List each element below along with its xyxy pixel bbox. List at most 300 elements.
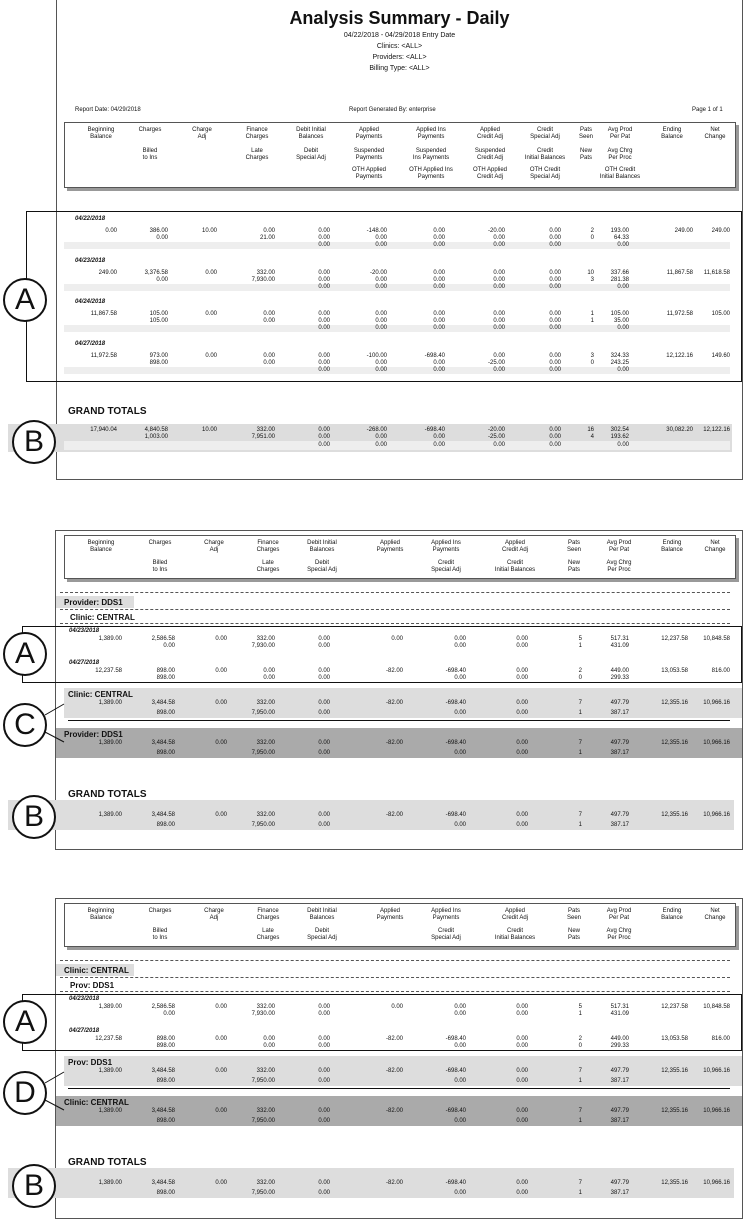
column-header-label: Applied Ins: [416, 127, 446, 133]
cell-value: 0.00: [318, 318, 330, 324]
cell-value: 35.00: [613, 318, 629, 324]
column-header-label: Charge: [204, 908, 224, 914]
cell-value: 898.00: [149, 360, 168, 366]
column-header-label: Debit Initial: [307, 908, 337, 914]
cell-value: 2: [590, 228, 594, 234]
column-header-label: Special Adj: [431, 567, 461, 573]
cell-value: 332.00: [256, 1108, 275, 1114]
cell-value: 7,950.00: [251, 750, 275, 756]
cell-value: 0.00: [318, 822, 330, 828]
cell-value: -268.00: [366, 427, 387, 433]
cell-value: 1,389.00: [98, 1108, 122, 1114]
report-providers: Providers: <ALL>: [372, 54, 427, 61]
cell-value: 12,355.16: [661, 812, 688, 818]
column-header-label: Per Proc: [608, 155, 632, 161]
cell-value: 0.00: [493, 353, 505, 359]
column-header-label: Per Pat: [608, 915, 629, 921]
cell-value: 3: [590, 353, 594, 359]
column-header-label: OTH Applied: [472, 167, 508, 173]
cell-value: 0.00: [493, 442, 505, 448]
cell-value: 0.00: [156, 277, 168, 283]
callout-b-2: B: [12, 795, 56, 839]
cell-value: 0.00: [549, 325, 561, 331]
provider-total-label: Provider: DDS1: [64, 730, 123, 739]
column-header-label: Applied: [504, 908, 525, 914]
cell-value: 0.00: [375, 284, 387, 290]
cell-value: 517.31: [610, 636, 629, 642]
cell-value: 1: [590, 311, 594, 317]
cell-value: 243.25: [610, 360, 629, 366]
column-header-label: Credit: [437, 560, 454, 566]
cell-value: 12,237.58: [95, 668, 122, 674]
cell-value: 0.00: [454, 1118, 466, 1124]
cell-value: 0.00: [516, 750, 528, 756]
cell-value: 0.00: [375, 325, 387, 331]
date-label: 04/24/2018: [75, 299, 106, 305]
column-header-label: Ending: [662, 540, 682, 546]
cell-value: 898.00: [156, 1043, 175, 1049]
cell-value: 332.00: [256, 1004, 275, 1010]
cell-value: -82.00: [385, 668, 403, 674]
column-header-label: Balance: [661, 547, 683, 553]
cell-value: 332.00: [256, 812, 275, 818]
column-header-label: Charges: [138, 127, 162, 133]
column-header-label: New: [567, 928, 580, 934]
cell-value: 0.00: [205, 311, 217, 317]
cell-value: 12,237.58: [661, 636, 688, 642]
column-header-label: Per Pat: [609, 134, 630, 140]
column-header-label: Per Pat: [608, 547, 629, 553]
cell-value: 0.00: [163, 643, 175, 649]
cell-value: 0.00: [433, 228, 445, 234]
column-header-label: Pats: [567, 567, 580, 573]
cell-value: 0.00: [263, 1043, 275, 1049]
column-header-label: Pats: [567, 935, 580, 941]
cell-value: 0.00: [215, 1068, 227, 1074]
cell-value: 0.00: [454, 1190, 466, 1196]
cell-value: 0.00: [375, 360, 387, 366]
cell-value: 12,122.16: [703, 427, 730, 433]
column-header-label: Finance: [246, 127, 268, 133]
column-header-label: to Ins: [152, 935, 168, 941]
cell-value: 387.17: [610, 1190, 629, 1196]
cell-value: -82.00: [385, 1036, 403, 1042]
cell-value: 0.00: [318, 668, 330, 674]
report-page-number: Page 1 of 1: [692, 107, 723, 113]
cell-value: 0.00: [433, 235, 445, 241]
column-header-label: Per Proc: [607, 567, 631, 573]
cell-value: 11,867.58: [666, 270, 693, 276]
cell-value: 5: [578, 1004, 582, 1010]
cell-value: 0.00: [549, 311, 561, 317]
cell-value: 0.00: [318, 325, 330, 331]
cell-value: 3,484.58: [151, 700, 175, 706]
cell-value: 0.00: [375, 318, 387, 324]
cell-value: 0.00: [454, 1004, 466, 1010]
column-header-label: Payments: [376, 547, 404, 553]
cell-value: 249.00: [674, 228, 693, 234]
cell-value: 13,053.58: [661, 668, 688, 674]
cell-value: 0.00: [215, 1108, 227, 1114]
cell-value: 0.00: [516, 822, 528, 828]
cell-value: 12,355.16: [661, 740, 688, 746]
cell-value: 973.00: [149, 353, 168, 359]
cell-value: 0.00: [516, 668, 528, 674]
column-header-label: Charges: [148, 540, 172, 546]
cell-value: 431.09: [610, 643, 629, 649]
cell-value: 0.00: [433, 360, 445, 366]
column-header-label: Applied: [504, 540, 525, 546]
cell-value: 0.00: [215, 1036, 227, 1042]
cell-value: 10.00: [201, 228, 217, 234]
cell-value: -82.00: [385, 1068, 403, 1074]
cell-value: 898.00: [156, 1078, 175, 1084]
column-header-label: Credit: [506, 560, 523, 566]
column-header-label: Credit Adj: [476, 155, 503, 161]
column-header-label: Credit: [536, 127, 553, 133]
cell-value: -698.40: [424, 353, 445, 359]
cell-value: 1: [578, 1011, 582, 1017]
column-header-label: Payments: [432, 915, 460, 921]
column-header-label: Payments: [355, 134, 383, 140]
cell-value: 2,586.58: [151, 1004, 175, 1010]
column-header-label: Charges: [148, 908, 172, 914]
grand-totals-label-2: GRAND TOTALS: [68, 789, 147, 800]
column-header-label: Initial Balances: [599, 174, 641, 180]
cell-value: 332.00: [256, 1068, 275, 1074]
cell-value: 1: [578, 1118, 582, 1124]
cell-value: 0: [578, 675, 582, 681]
cell-value: -20.00: [487, 427, 505, 433]
column-header-label: Change: [704, 915, 726, 921]
cell-value: 0.00: [454, 1078, 466, 1084]
cell-value: 0.00: [318, 1078, 330, 1084]
cell-value: 517.31: [610, 1004, 629, 1010]
column-header-label: Seen: [566, 547, 581, 553]
cell-value: 16: [587, 427, 594, 433]
column-header-label: Payments: [417, 174, 445, 180]
cell-value: 7: [578, 812, 582, 818]
column-header-label: Charges: [245, 134, 269, 140]
cell-value: 0.00: [318, 1011, 330, 1017]
cell-value: 898.00: [156, 1118, 175, 1124]
cell-value: 12,355.16: [661, 700, 688, 706]
callout-d: D: [3, 1071, 47, 1115]
cell-value: 0.00: [318, 812, 330, 818]
cell-value: 0.00: [433, 367, 445, 373]
cell-value: 0.00: [516, 1036, 528, 1042]
cell-value: 0.00: [263, 675, 275, 681]
cell-value: 816.00: [711, 668, 730, 674]
column-header-label: Net: [710, 127, 720, 133]
column-header-label: Suspended: [474, 148, 506, 154]
cell-value: 0.00: [318, 228, 330, 234]
cell-value: 0.00: [318, 675, 330, 681]
column-header-label: Billed: [142, 148, 158, 154]
cell-value: 193.62: [610, 434, 629, 440]
column-header-label: Special Adj: [431, 935, 461, 941]
cell-value: 898.00: [156, 750, 175, 756]
column-header-label: Finance: [257, 908, 279, 914]
cell-value: 337.66: [610, 270, 629, 276]
column-header-label: Pats: [579, 155, 592, 161]
cell-value: 10,848.58: [703, 636, 730, 642]
cell-value: 0.00: [215, 1180, 227, 1186]
cell-value: 0.00: [318, 1180, 330, 1186]
column-header-label: Avg Prod: [606, 908, 632, 914]
column-header-label: Credit Adj: [501, 915, 528, 921]
column-header-label: Per Proc: [607, 935, 631, 941]
cell-value: -698.40: [445, 740, 466, 746]
cell-value: 10,966.16: [703, 1068, 730, 1074]
cell-value: 11,972.58: [666, 311, 693, 317]
cell-value: 0.00: [263, 318, 275, 324]
cell-value: 5: [578, 636, 582, 642]
cell-value: 7,950.00: [251, 1078, 275, 1084]
report-date: Report Date: 04/29/2018: [75, 107, 141, 113]
cell-value: 1,389.00: [98, 1068, 122, 1074]
cell-value: 12,237.58: [95, 1036, 122, 1042]
cell-value: -82.00: [385, 812, 403, 818]
grand-totals-label-3: GRAND TOTALS: [68, 1157, 147, 1168]
column-header-label: Balances: [309, 547, 335, 553]
cell-value: 0.00: [516, 1043, 528, 1049]
cell-value: 12,355.16: [661, 1180, 688, 1186]
column-header-label: Net: [710, 908, 720, 914]
column-header-label: Credit: [506, 928, 523, 934]
cell-value: 0.00: [617, 367, 629, 373]
cell-value: 0.00: [454, 1011, 466, 1017]
column-header-label: Charges: [245, 155, 269, 161]
cell-value: 898.00: [156, 1036, 175, 1042]
column-header-label: Adj: [209, 547, 219, 553]
column-header-label: New: [567, 560, 580, 566]
column-header-label: Billed: [152, 928, 168, 934]
cell-value: 324.33: [610, 353, 629, 359]
column-header-label: Late: [251, 148, 263, 154]
cell-value: 0.00: [375, 311, 387, 317]
cell-value: 0.00: [516, 636, 528, 642]
cell-value: 0.00: [263, 668, 275, 674]
cell-value: 10,966.16: [703, 1108, 730, 1114]
cell-value: 0.00: [433, 434, 445, 440]
cell-value: -698.40: [445, 1068, 466, 1074]
cell-value: 0.00: [454, 643, 466, 649]
cell-value: 0.00: [454, 1043, 466, 1049]
cell-value: 387.17: [610, 822, 629, 828]
cell-value: 0.00: [318, 277, 330, 283]
cell-value: 0.00: [375, 434, 387, 440]
cell-value: 0.00: [454, 710, 466, 716]
date-label: 04/23/2018: [75, 258, 106, 264]
cell-value: 3,376.58: [144, 270, 168, 276]
cell-value: 299.33: [610, 675, 629, 681]
cell-value: 0.00: [493, 367, 505, 373]
cell-value: 0.00: [516, 1068, 528, 1074]
cell-value: 0.00: [318, 700, 330, 706]
cell-value: 0.00: [318, 367, 330, 373]
cell-value: -148.00: [366, 228, 387, 234]
cell-value: 0.00: [215, 1004, 227, 1010]
column-header-label: Avg Prod: [606, 540, 632, 546]
report-title: Analysis Summary - Daily: [289, 8, 510, 28]
cell-value: 3: [590, 277, 594, 283]
cell-value: 0.00: [375, 442, 387, 448]
cell-value: 332.00: [256, 270, 275, 276]
column-header-label: Seen: [566, 915, 581, 921]
cell-value: 0.00: [205, 270, 217, 276]
cell-value: -698.40: [445, 700, 466, 706]
provider-label: Provider: DDS1: [64, 598, 123, 607]
column-header-label: Charges: [256, 935, 280, 941]
column-header-label: Balance: [661, 134, 683, 140]
cell-value: 0.00: [215, 668, 227, 674]
cell-value: 0.00: [516, 1180, 528, 1186]
cell-value: 302.54: [610, 427, 629, 433]
cell-value: 816.00: [711, 1036, 730, 1042]
column-header-label: Applied: [479, 127, 500, 133]
cell-value: 1,389.00: [98, 700, 122, 706]
column-header-label: Suspended: [353, 148, 385, 154]
cell-value: 0.00: [433, 325, 445, 331]
cell-value: 0.00: [493, 318, 505, 324]
cell-value: 332.00: [256, 740, 275, 746]
cell-value: 1: [578, 1078, 582, 1084]
cell-value: 11,867.58: [90, 311, 117, 317]
cell-value: -25.00: [487, 434, 505, 440]
cell-value: 0.00: [318, 1036, 330, 1042]
cell-value: 1: [590, 318, 594, 324]
cell-value: 105.00: [711, 311, 730, 317]
provider-label-3: Prov: DDS1: [70, 981, 115, 990]
column-header-label: Credit Adj: [501, 547, 528, 553]
cell-value: 0.00: [263, 360, 275, 366]
cell-value: 0.00: [318, 1190, 330, 1196]
cell-value: 0.00: [493, 270, 505, 276]
column-header-label: Beginning: [87, 908, 115, 914]
cell-value: 7,950.00: [251, 1190, 275, 1196]
cell-value: 0.00: [318, 442, 330, 448]
column-header-label: OTH Applied: [351, 167, 387, 173]
column-header-label: Charge: [192, 127, 212, 133]
cell-value: 0.00: [215, 636, 227, 642]
cell-value: 1,003.00: [144, 434, 168, 440]
cell-value: 0.00: [454, 636, 466, 642]
cell-value: 0.00: [433, 311, 445, 317]
column-header-label: Avg Chrg: [606, 928, 632, 934]
cell-value: 386.00: [149, 228, 168, 234]
column-header-label: Special Adj: [530, 134, 560, 140]
cell-value: 21.00: [259, 235, 275, 241]
cell-value: 0.00: [433, 442, 445, 448]
date-label: 04/27/2018: [69, 1028, 100, 1034]
cell-value: 387.17: [610, 710, 629, 716]
cell-value: 2: [578, 668, 582, 674]
cell-value: 0.00: [433, 318, 445, 324]
column-header-label: Applied: [379, 540, 400, 546]
cell-value: 0.00: [318, 284, 330, 290]
column-header-label: Seen: [578, 134, 593, 140]
cell-value: 0.00: [549, 353, 561, 359]
cell-value: 0.00: [263, 311, 275, 317]
cell-value: 10,966.16: [703, 740, 730, 746]
cell-value: 0.00: [549, 318, 561, 324]
cell-value: 0.00: [516, 740, 528, 746]
cell-value: 0.00: [318, 710, 330, 716]
column-header-label: Beginning: [87, 540, 115, 546]
cell-value: 0.00: [617, 442, 629, 448]
cell-value: 0.00: [163, 1011, 175, 1017]
cell-value: 387.17: [610, 1118, 629, 1124]
cell-value: 3,484.58: [151, 1068, 175, 1074]
provider-total-label-3: Prov: DDS1: [68, 1058, 113, 1067]
date-label: 04/27/2018: [69, 660, 100, 666]
cell-value: 0.00: [516, 1118, 528, 1124]
cell-value: 149.60: [711, 353, 730, 359]
cell-value: 0.00: [318, 427, 330, 433]
cell-value: 10,966.16: [703, 1180, 730, 1186]
cell-value: 0.00: [433, 284, 445, 290]
cell-value: 0.00: [105, 228, 117, 234]
column-header-label: Finance: [257, 540, 279, 546]
date-label: 04/23/2018: [69, 996, 100, 1002]
cell-value: -698.40: [424, 427, 445, 433]
column-header-label: Beginning: [87, 127, 115, 133]
clinic-total-label-3: Clinic: CENTRAL: [64, 1098, 129, 1107]
cell-value: -698.40: [445, 1108, 466, 1114]
cell-value: 0.00: [318, 360, 330, 366]
cell-value: 332.00: [256, 636, 275, 642]
cell-value: 387.17: [610, 1078, 629, 1084]
cell-value: 30,082.20: [666, 427, 693, 433]
cell-value: 7: [578, 700, 582, 706]
column-header-label: Debit: [314, 928, 329, 934]
cell-value: 7,930.00: [251, 643, 275, 649]
cell-value: 7,950.00: [251, 1118, 275, 1124]
cell-value: 13,053.58: [661, 1036, 688, 1042]
cell-value: 1: [578, 750, 582, 756]
column-header-label: Late: [262, 928, 274, 934]
column-header-label: Ending: [662, 908, 682, 914]
cell-value: 0.00: [516, 643, 528, 649]
column-header-label: Balances: [309, 915, 335, 921]
cell-value: 10,966.16: [703, 812, 730, 818]
column-header-label: Pats: [567, 540, 580, 546]
cell-value: 10.00: [201, 427, 217, 433]
column-header-label: OTH Credit: [604, 167, 636, 173]
cell-value: 497.79: [610, 1180, 629, 1186]
column-header-label: Balances: [298, 134, 324, 140]
cell-value: 0.00: [516, 1078, 528, 1084]
cell-value: 0.00: [454, 750, 466, 756]
cell-value: 0.00: [318, 434, 330, 440]
cell-value: 0.00: [318, 353, 330, 359]
column-header-label: Credit: [536, 148, 553, 154]
cell-value: -25.00: [487, 360, 505, 366]
cell-value: -20.00: [369, 270, 387, 276]
column-header-label: Debit Initial: [296, 127, 326, 133]
cell-value: 0.00: [263, 228, 275, 234]
cell-value: 3,484.58: [151, 812, 175, 818]
cell-value: -82.00: [385, 740, 403, 746]
column-header-label: Charges: [256, 547, 280, 553]
column-header-label: Change: [704, 547, 726, 553]
cell-value: 0.00: [493, 277, 505, 283]
column-header-label: Special Adj: [307, 935, 337, 941]
cell-value: -82.00: [385, 700, 403, 706]
report-billing-type: Billing Type: <ALL>: [369, 65, 430, 72]
column-header-label: Suspended: [415, 148, 447, 154]
